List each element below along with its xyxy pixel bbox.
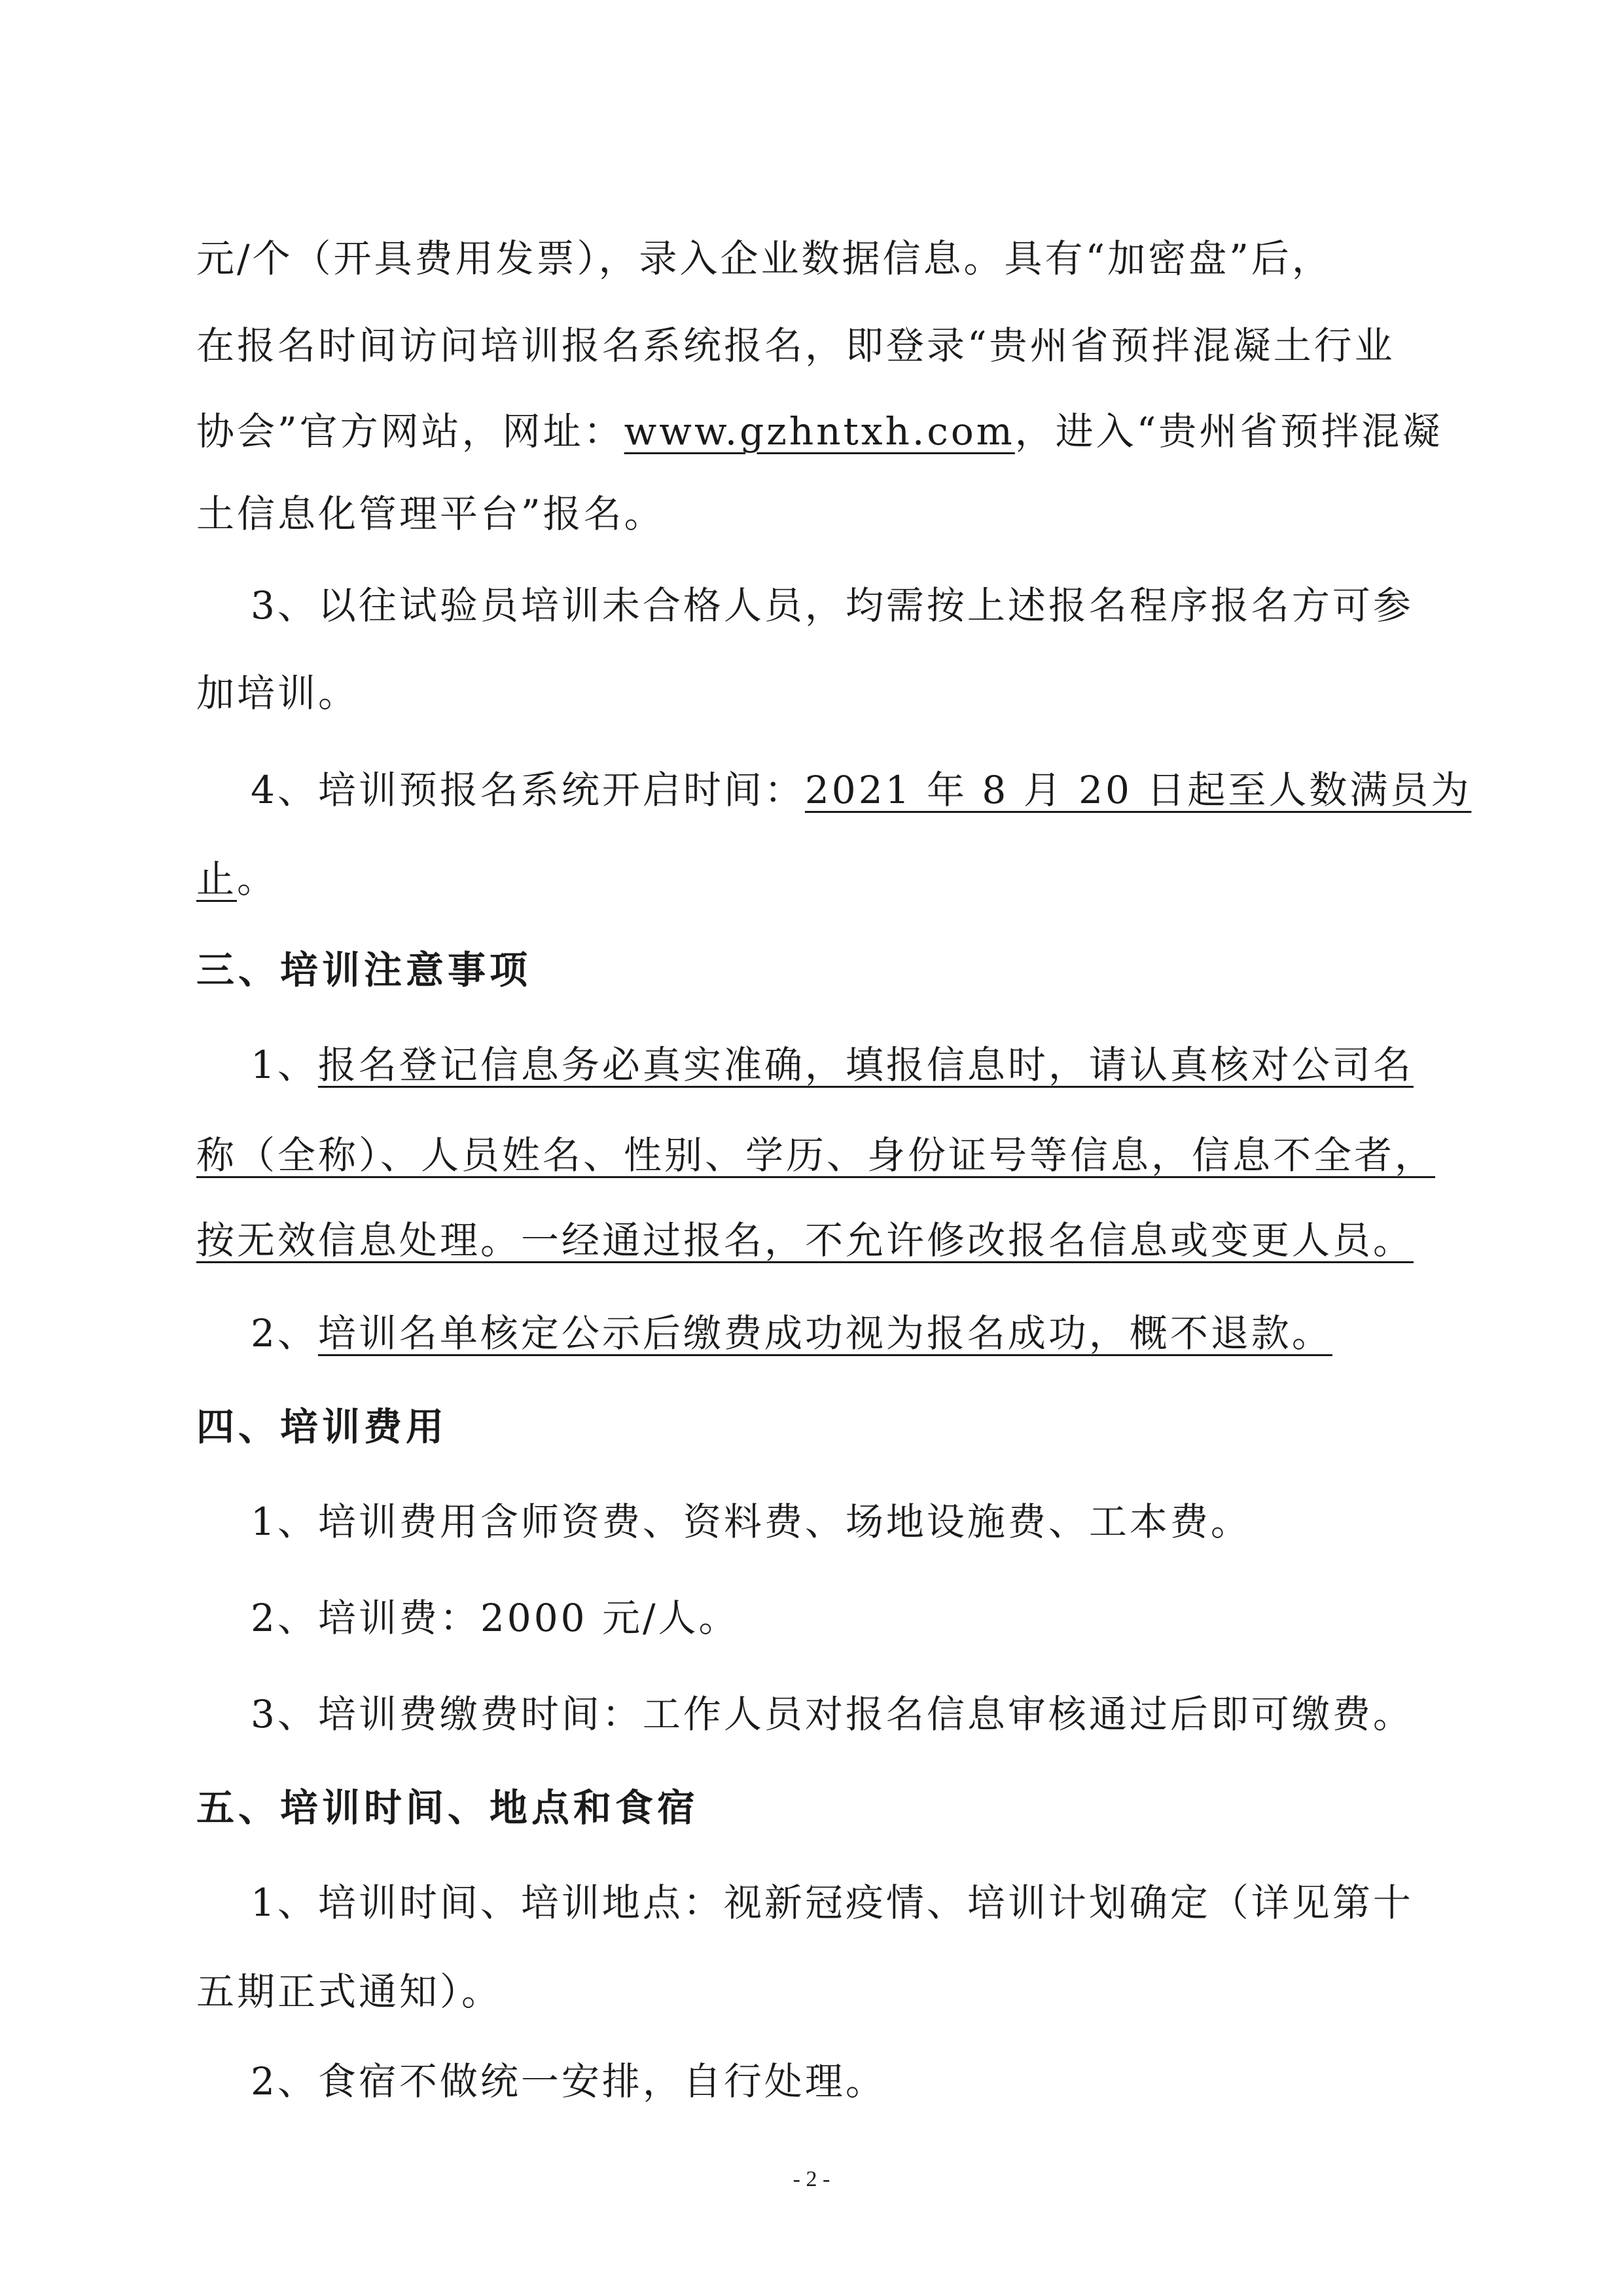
- underlined-text: www.gzhntxh.com: [624, 409, 1015, 454]
- text-line: [251, 1595, 740, 1641]
- line-text: 四、培训费用: [196, 1405, 448, 1449]
- text-line: [251, 1880, 1414, 1926]
- line-text: 1、培训费用含师资费、资料费、场地设施费、工本费。: [251, 1499, 1251, 1544]
- line-text: 2、培训费：2000 元/人。: [251, 1596, 740, 1640]
- line-text: ，进入“贵州省预拌混凝: [1014, 409, 1443, 454]
- section-heading: [196, 947, 531, 993]
- line-text: 加培训。: [196, 671, 359, 715]
- line-text: 在报名时间访问培训报名系统报名，即登录“贵州省预拌混凝土行业: [196, 323, 1395, 368]
- text-line: [251, 1499, 1251, 1545]
- text-line: [196, 323, 1395, 368]
- line-text: 2、食宿不做统一安排，自行处理。: [251, 2059, 886, 2104]
- text-line: [196, 670, 359, 716]
- text-line: [196, 236, 1332, 281]
- line-text: 3、培训费缴费时间：工作人员对报名信息审核通过后即可缴费。: [251, 1692, 1414, 1736]
- line-text: 协会”官方网站，网址：: [196, 409, 624, 454]
- text-line: [196, 491, 665, 537]
- underlined-text: 止: [196, 857, 238, 901]
- text-line: [251, 2058, 886, 2104]
- text-line: [196, 856, 277, 902]
- line-text: 2、: [251, 1311, 318, 1355]
- underlined-text: 按无效信息处理。一经通过报名，不允许修改报名信息或变更人员。: [196, 1218, 1414, 1263]
- text-line: [196, 1217, 1414, 1263]
- line-text: 。: [237, 857, 278, 901]
- line-text: 4、培训预报名系统开启时间：: [251, 768, 805, 812]
- text-line: [251, 767, 1471, 813]
- underlined-text: 报名登记信息务必真实准确，填报信息时，请认真核对公司名: [317, 1043, 1414, 1087]
- section-heading: [196, 1785, 699, 1831]
- line-text: 三、培训注意事项: [196, 948, 532, 992]
- text-line: [196, 1132, 1435, 1178]
- line-text: 1、培训时间、培训地点：视新冠疫情、培训计划确定（详见第十: [251, 1880, 1414, 1925]
- underlined-text: 称（全称）、人员姓名、性别、学历、身份证号等信息，信息不全者，: [196, 1133, 1436, 1177]
- underlined-text: 培训名单核定公示后缴费成功视为报名成功，概不退款。: [317, 1311, 1332, 1355]
- text-line: [251, 1042, 1414, 1088]
- underlined-text: 2021 年 8 月 20 日起至人数满员为: [804, 768, 1472, 812]
- page-number: - 2 -: [793, 2167, 830, 2191]
- line-text: 五、培训时间、地点和食宿: [196, 1785, 700, 1830]
- text-line: [251, 1691, 1414, 1737]
- line-text: 元/个（开具费用发票），录入企业数据信息。具有“加密盘”后，: [196, 236, 1332, 281]
- line-text: 1、: [251, 1043, 318, 1087]
- text-line: [196, 408, 1442, 454]
- line-text: 3、以往试验员培训未合格人员，均需按上述报名程序报名方可参: [251, 583, 1414, 628]
- text-line: [251, 1310, 1332, 1356]
- section-heading: [196, 1404, 448, 1450]
- text-line: [251, 583, 1414, 628]
- text-line: [196, 1969, 502, 2015]
- line-text: 土信息化管理平台”报名。: [196, 492, 665, 536]
- line-text: 五期正式通知）。: [196, 1969, 503, 2014]
